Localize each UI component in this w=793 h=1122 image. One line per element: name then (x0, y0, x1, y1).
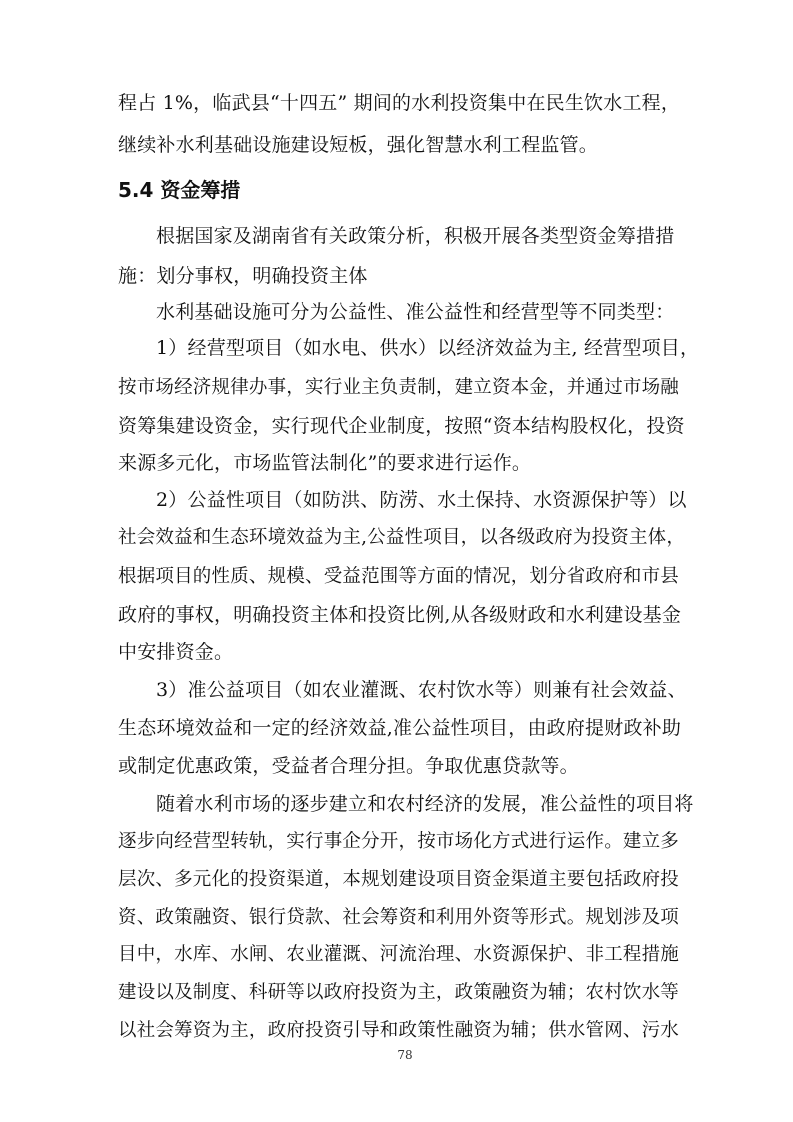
paragraph-5-line-1: 3）准公益项目（如农业灌溉、农村饮水等）则兼有社会效益、 (156, 679, 687, 701)
paragraph-6-line-3: 层次、多元化的投资渠道，本规划建设项目资金渠道主要包括政府投 (118, 869, 680, 890)
paragraph-6-line-2: 逐步向经营型转轨，实行事企分开，按市场化方式进行运作。建立多 (118, 831, 680, 852)
paragraph-4-line-2: 社会效益和生态环境效益为主,公益性项目，以各级政府为投资主体， (118, 527, 686, 548)
paragraph-4-line-5: 中安排资金。 (118, 641, 234, 663)
paragraph-4-line-1: 2）公益性项目（如防洪、防涝、水土保持、水资源保护等）以 (156, 489, 687, 511)
paragraph-3-line-2: 按市场经济规律办事，实行业主负责制，建立资本金，并通过市场融 (118, 377, 680, 398)
paragraph-1-line-2: 施：划分事权，明确投资主体 (118, 265, 368, 287)
paragraph-6-line-4: 资、政策融资、银行贷款、社会筹资和利用外资等形式。规划涉及项 (118, 907, 680, 928)
paragraph-6-line-7: 以社会筹资为主，政府投资引导和政策性融资为辅；供水管网、污水 (118, 1020, 680, 1041)
text-line-1: 程占 1%，临武县“十四五” 期间的水利投资集中在民生饮水工程， (118, 92, 681, 114)
section-heading: 5.4 资金筹措 (118, 178, 241, 202)
paragraph-4-line-3: 根据项目的性质、规模、受益范围等方面的情况，划分省政府和市县 (118, 566, 680, 587)
paragraph-6-line-5: 目中，水库、水闸、农业灌溉、河流治理、水资源保护、非工程措施 (118, 944, 680, 965)
paragraph-1-line-1: 根据国家及湖南省有关政策分析，积极开展各类型资金筹措措 (156, 225, 675, 247)
paragraph-3-line-1: 1）经营型项目（如水电、供水）以经济效益为主, 经营型项目， (156, 337, 700, 359)
paragraph-5-line-3: 或制定优惠政策，受益者合理分担。争取优惠贷款等。 (118, 755, 579, 777)
paragraph-3-line-4: 来源多元化，市场监管法制化”的要求进行运作。 (118, 452, 532, 474)
paragraph-3-line-3: 资筹集建设资金，实行现代企业制度，按照“资本结构股权化，投资 (118, 415, 685, 437)
paragraph-5-line-2: 生态环境效益和一定的经济效益,准公益性项目，由政府提财政补助 (118, 717, 682, 739)
document-page (118, 0, 700, 1122)
paragraph-4-line-4: 政府的事权，明确投资主体和投资比例,从各级财政和水利建设基金 (118, 604, 682, 626)
page-number: 78 (397, 1048, 413, 1062)
paragraph-2-line-1: 水利基础设施可分为公益性、准公益性和经营型等不同类型： (156, 301, 675, 323)
paragraph-6-line-1: 随着水利市场的逐步建立和农村经济的发展，准公益性的项目将 (156, 793, 694, 815)
paragraph-6-line-6: 建设以及制度、科研等以政府投资为主，政策融资为辅；农村饮水等 (118, 982, 680, 1003)
text-line-2: 继续补水利基础设施建设短板，强化智慧水利工程监管。 (118, 134, 599, 156)
